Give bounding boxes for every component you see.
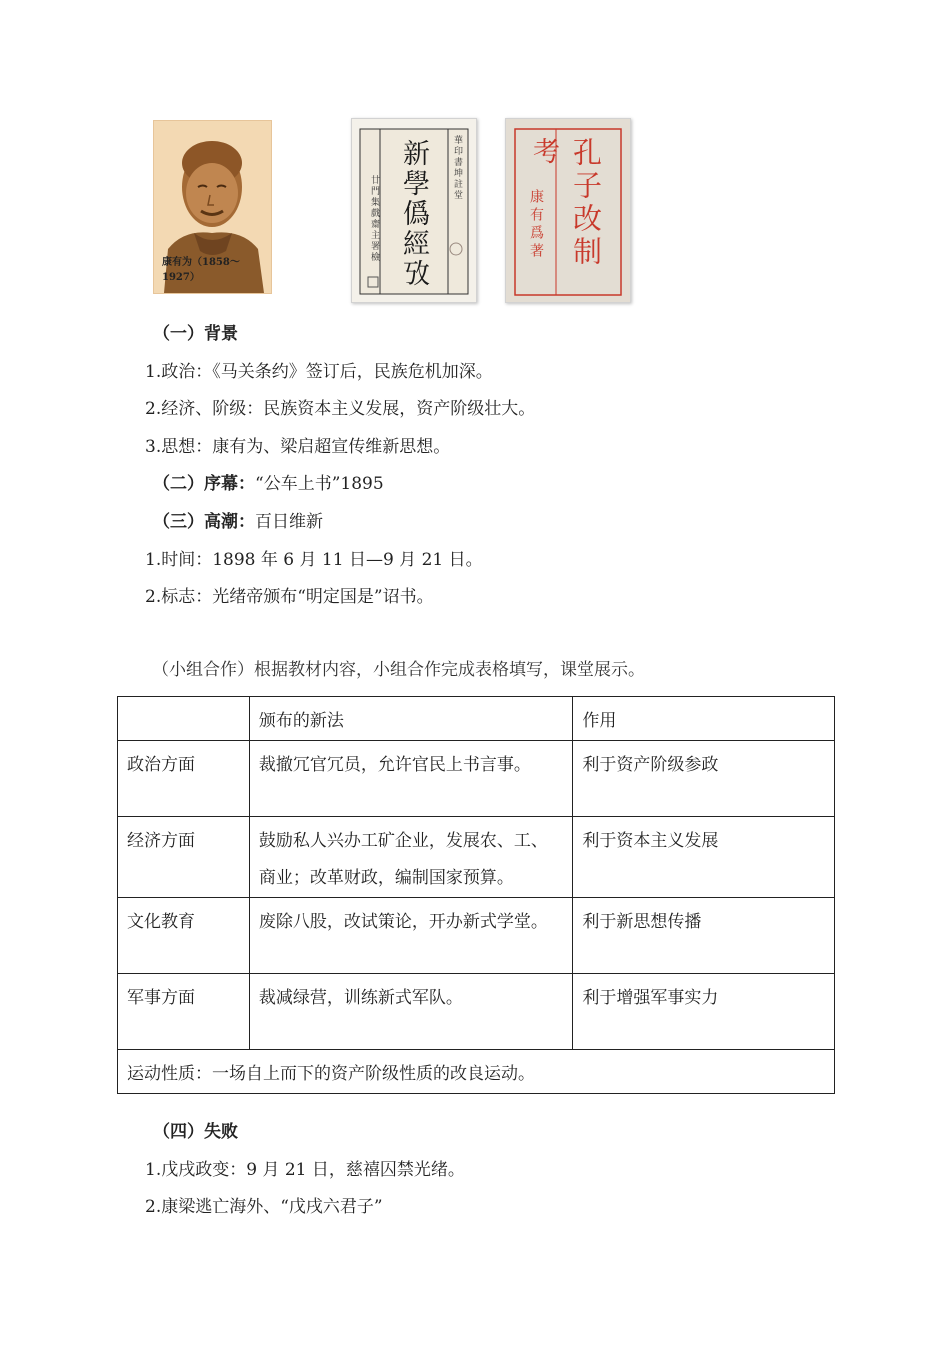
book-cover-xinxue-weijing-kao xyxy=(351,118,477,303)
section-prelude-text: “公车上书”1895 xyxy=(255,474,384,495)
table-footer-cell: 运动性质：一场自上而下的资产阶级性质的改良运动。 xyxy=(118,1050,835,1094)
illustrations xyxy=(153,118,643,308)
table-cell-effect: 利于新思想传播 xyxy=(573,898,835,974)
section-prelude-heading: （二）序幕： xyxy=(153,474,255,495)
book1-side-left: 廿門集戲齋主署檢 xyxy=(369,175,379,263)
table-header-cell xyxy=(118,697,250,741)
kang-youwei-portrait xyxy=(153,120,272,294)
book1-title: 新學僞經攷 xyxy=(398,139,429,289)
table-cell-law: 废除八股，改试策论，开办新式学堂。 xyxy=(249,898,573,974)
content-upper xyxy=(145,316,845,617)
book2-author: 康有爲著 xyxy=(528,189,544,261)
book2-title-right: 孔子改制 xyxy=(569,137,603,269)
table-header-cell: 颁布的新法 xyxy=(249,697,573,741)
table-header-cell: 作用 xyxy=(573,697,835,741)
reform-table xyxy=(117,696,835,1094)
table-cell-effect: 利于增强军事实力 xyxy=(573,974,835,1050)
table-cell-effect: 利于资产阶级参政 xyxy=(573,741,835,817)
book2-title-left: 考 xyxy=(528,137,559,166)
table-cell-area: 政治方面 xyxy=(118,741,250,817)
table-cell-law: 裁减绿营，训练新式军队。 xyxy=(249,974,573,1050)
background-item-2: 2.经济、阶级：民族资本主义发展，资产阶级壮大。 xyxy=(145,399,536,420)
section-climax xyxy=(145,504,845,542)
book-cover-kongzi-gaizhi-kao xyxy=(505,118,631,303)
table-cell-law: 鼓励私人兴办工矿企业，发展农、工、商业；改革财政，编制国家预算。 xyxy=(249,817,573,898)
climax-item-2: 2.标志：光绪帝颁布“明定国是”诏书。 xyxy=(145,587,434,608)
table-footer-row xyxy=(118,1050,835,1094)
table-cell-law: 裁撤冗官冗员，允许官民上书言事。 xyxy=(249,741,573,817)
content-lower xyxy=(145,1114,845,1227)
failure-item-2: 2.康梁逃亡海外、“戊戌六君子” xyxy=(145,1197,383,1218)
section-climax-text: 百日维新 xyxy=(255,511,323,532)
section-background-heading: （一）背景 xyxy=(153,324,238,344)
background-item-3: 3.思想：康有为、梁启超宣传维新思想。 xyxy=(145,436,451,457)
table-cell-area: 文化教育 xyxy=(118,898,250,974)
section-climax-heading: （三）高潮： xyxy=(153,511,255,532)
table-header-row xyxy=(118,697,835,741)
section-prelude xyxy=(145,466,845,504)
table-cell-area: 经济方面 xyxy=(118,817,250,898)
table-cell-area: 军事方面 xyxy=(118,974,250,1050)
book1-side-right: 華印書坤註堂 xyxy=(452,135,462,201)
portrait-caption: 康有为（1858～1927） xyxy=(162,257,240,283)
table-row xyxy=(118,741,835,817)
failure-item-1: 1.戊戌政变：9 月 21 日，慈禧囚禁光绪。 xyxy=(145,1159,465,1180)
table-row xyxy=(118,817,835,898)
table-row xyxy=(118,974,835,1050)
climax-item-1: 1.时间：1898 年 6 月 11 日—9 月 21 日。 xyxy=(145,549,483,570)
section-failure-heading: （四）失败 xyxy=(153,1122,238,1142)
group-task-instruction: （小组合作）根据教材内容，小组合作完成表格填写，课堂展示。 xyxy=(152,660,645,680)
table-row xyxy=(118,898,835,974)
background-item-1: 1.政治：《马关条约》签订后，民族危机加深。 xyxy=(145,361,493,382)
table-cell-effect: 利于资本主义发展 xyxy=(573,817,835,898)
